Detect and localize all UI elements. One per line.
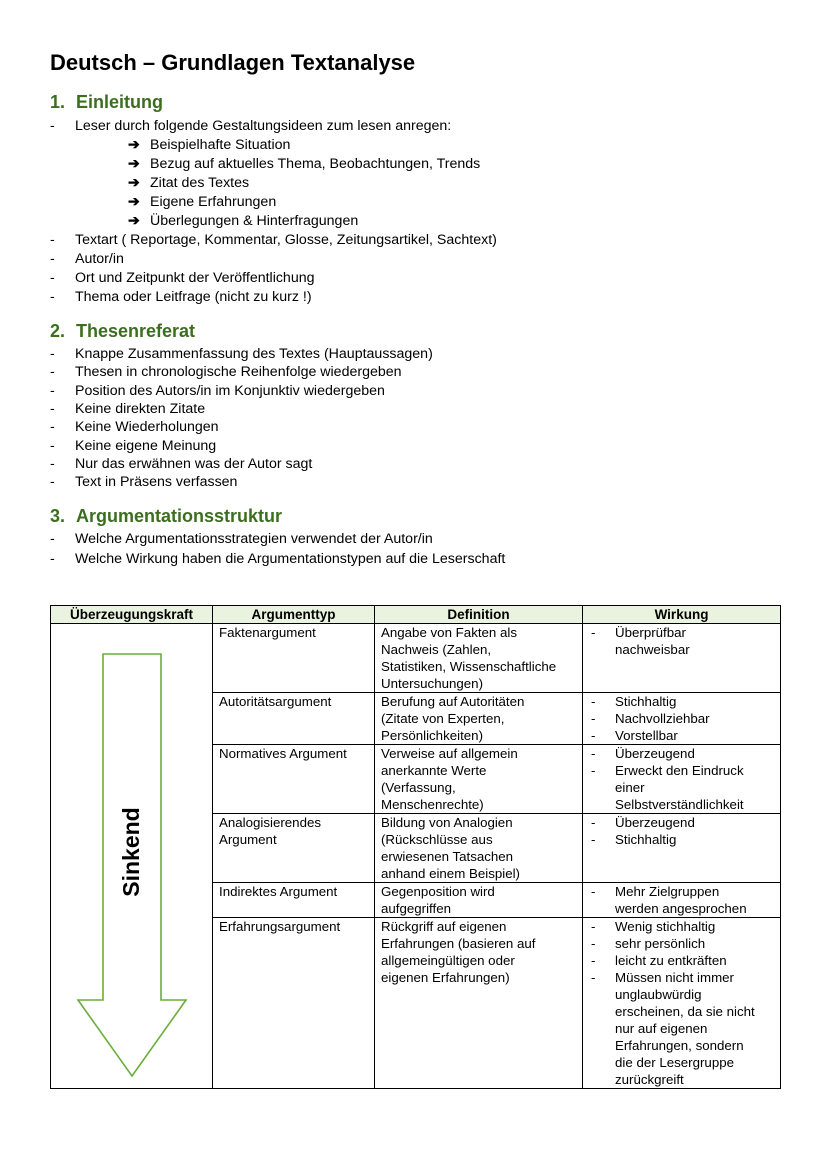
bullet-dash: - [50,232,55,248]
bullet-dash: - [50,400,55,417]
effect-line: unglaubwürdig [615,987,702,1002]
bullet-dash: - [50,551,55,567]
effect-line: leicht zu entkräften [615,953,727,968]
bullet-dash: - [591,815,596,830]
effect-cell [583,883,781,918]
argument-type-cell [213,814,375,883]
definition-line: Statistiken, Wissenschaftliche [381,659,557,674]
type-line: Normatives Argument [219,746,347,761]
effect-line: die der Lesergruppe [615,1055,735,1070]
effect-line: Erweckt den Eindruck [615,763,744,778]
effect-line: zurückgreift [615,1072,684,1087]
sub-list-item [128,194,276,211]
table-header-row [51,606,781,624]
effect-line: sehr persönlich [615,936,706,951]
bullet-dash: - [50,531,55,547]
bullet-dash: - [591,763,596,778]
section-number: 1. [50,92,66,112]
page-title: Deutsch – Grundlagen Textanalyse [50,50,416,75]
bullet-text: Position des Autors/in im Konjunktiv wiedergeben [75,382,385,399]
effect-item [589,969,774,1088]
definition-line: anhand einem Beispiel) [381,866,520,881]
bullet-text: Ort und Zeitpunkt der Veröffentlichung [75,270,315,286]
effect-item [589,883,774,917]
effect-line: erscheinen, da sie nicht [615,1004,755,1019]
bullet-dash: - [591,728,596,743]
bullet-text: Thema oder Leitfrage (nicht zu kurz !) [75,289,312,305]
definition-cell [375,883,583,918]
effect-line: Mehr Zielgruppen [615,884,720,899]
effect-list [589,624,774,658]
definition-line: Persönlichkeiten) [381,728,483,743]
bullet-dash: - [50,118,55,134]
type-line: Erfahrungsargument [219,919,341,934]
header-wirkung: Wirkung [583,606,781,624]
bullet-dash: - [50,474,55,491]
type-line: Faktenargument [219,625,316,640]
header-argumenttyp: Argumenttyp [213,606,375,624]
effect-line: Wenig stichhaltig [615,919,716,934]
effect-item [589,814,774,831]
sub-item-text: Zitat des Textes [150,175,250,191]
bullet-text: Keine eigene Meinung [75,437,217,454]
bullet-dash: - [591,884,596,899]
definition-cell [375,693,583,745]
bullet-text: Keine direkten Zitate [75,400,206,417]
effect-item [589,710,774,727]
bullet-dash: - [50,270,55,286]
bullet-dash: - [50,382,55,399]
bullet-dash: - [591,694,596,709]
bullet-dash: - [50,437,55,454]
effect-list [589,693,774,744]
definition-line: Verweise auf allgemein [381,746,518,761]
bullet-text: Keine Wiederholungen [75,419,219,436]
effect-cell [583,814,781,883]
effect-item [589,762,774,813]
type-line: Argument [219,832,277,847]
definition-line: allgemeingültigen oder [381,953,515,968]
effect-cell [583,918,781,1089]
effect-line: Erfahrungen, sondern [615,1038,744,1053]
definition-cell [375,745,583,814]
definition-line: Berufung auf Autoritäten [381,694,525,709]
bullet-dash: - [50,419,55,436]
effect-item [589,831,774,848]
bullet-text: Autor/in [75,251,124,267]
sub-list-item [128,156,480,173]
definition-line: erwiesenen Tatsachen [381,849,514,864]
effect-item [589,624,774,658]
effect-item [589,745,774,762]
bullet-dash: - [50,346,55,362]
effect-item [589,918,774,935]
bullet-dash: - [591,832,596,847]
effect-list [589,883,774,917]
bullet-text: Leser durch folgende Gestaltungsideen zum lesen anregen: [75,118,452,134]
section-title: Einleitung [76,92,163,112]
effect-line: Vorstellbar [615,728,678,743]
effect-line: nachweisbar [615,642,690,657]
sub-item-text: Beispielhafte Situation [150,137,291,153]
definition-line: Menschenrechte) [381,797,484,812]
bullet-text: Thesen in chronologische Reihenfolge wiedergeben [75,364,402,381]
effect-line: Stichhaltig [615,694,677,709]
effect-line: Nachvollziehbar [615,711,710,726]
bullet-text: Textart ( Reportage, Kommentar, Glosse, Zeitungsartikel, Sachtext) [75,232,497,248]
argument-type-cell [213,745,375,814]
effect-item [589,693,774,710]
section-title: Argumentationsstruktur [76,506,283,526]
definition-line: Nachweis (Zahlen, [381,642,492,657]
bullet-dash: - [50,289,55,305]
definition-line: Gegenposition wird [381,884,495,899]
section-title: Thesenreferat [76,321,196,341]
definition-cell [375,918,583,1089]
down-arrow-icon [51,624,213,1080]
bullet-dash: - [591,746,596,761]
effect-item [589,952,774,969]
effect-cell [583,624,781,693]
bullet-dash: - [591,919,596,934]
sub-item-text: Überlegungen & Hinterfragungen [150,213,359,229]
arrow-label: Sinkend [118,807,144,897]
effect-list [589,918,774,1088]
table-row [51,624,781,693]
type-line: Analogisierendes [219,815,322,830]
bullet-dash: - [591,625,596,640]
bullet-dash: - [591,970,596,985]
arrow-cell [51,624,213,1089]
effect-line: Überzeugend [615,815,695,830]
section-heading-3 [50,506,282,527]
effect-line: Selbstverständlichkeit [615,797,744,812]
definition-cell [375,814,583,883]
definition-cell [375,624,583,693]
definition-line: Bildung von Analogien [381,815,513,830]
argument-type-cell [213,693,375,745]
section-heading-1 [50,92,163,113]
bullet-text: Nur das erwähnen was der Autor sagt [75,455,313,472]
header-ueberzeugungskraft: Überzeugungskraft [51,606,213,624]
effect-line: werden angesprochen [615,901,747,916]
section-number: 2. [50,321,66,341]
bullet-text: Welche Argumentationsstrategien verwendet der Autor/in [75,531,433,547]
definition-line: (Zitate von Experten, [381,711,505,726]
argument-table [50,605,781,1089]
bullet-dash: - [50,251,55,267]
sub-list-item [128,175,249,192]
type-line: Indirektes Argument [219,884,338,899]
section-number: 3. [50,506,66,526]
effect-cell [583,745,781,814]
bullet-dash: - [50,364,55,381]
effect-line: Überprüfbar [615,625,686,640]
sub-list-item [128,213,358,230]
effect-item [589,727,774,744]
definition-line: eigenen Erfahrungen) [381,970,510,985]
definition-line: (Verfassung, [381,780,456,795]
effect-cell [583,693,781,745]
bullet-dash: - [591,711,596,726]
argument-type-cell [213,918,375,1089]
arrow-right-icon: ➔ [128,213,140,229]
argument-type-cell [213,624,375,693]
definition-line: Rückgriff auf eigenen [381,919,507,934]
bullet-text: Welche Wirkung haben die Argumentationstypen auf die Leserschaft [75,551,506,567]
effect-line: Überzeugend [615,746,695,761]
section-heading-2 [50,321,195,342]
header-definition: Definition [375,606,583,624]
sub-item-text: Eigene Erfahrungen [150,194,277,210]
bullet-dash: - [591,953,596,968]
bullet-text: Text in Präsens verfassen [75,474,238,491]
bullet-text: Knappe Zusammenfassung des Textes (Hauptaussagen) [75,346,433,362]
definition-line: Erfahrungen (basieren auf [381,936,536,951]
definition-line: Angabe von Fakten als [381,625,518,640]
definition-line: (Rückschlüsse aus [381,832,493,847]
argument-type-cell [213,883,375,918]
effect-line: Stichhaltig [615,832,677,847]
arrow-right-icon: ➔ [128,194,140,210]
sub-list-item [128,137,290,154]
arrow-right-icon: ➔ [128,137,140,153]
effect-line: Müssen nicht immer [615,970,734,985]
arrow-right-icon: ➔ [128,175,140,191]
definition-line: Untersuchungen) [381,676,484,691]
type-line: Autoritätsargument [219,694,332,709]
effect-line: einer [615,780,645,795]
effect-line: nur auf eigenen [615,1021,708,1036]
arrow-right-icon: ➔ [128,156,140,172]
definition-line: anerkannte Werte [381,763,487,778]
bullet-dash: - [591,936,596,951]
definition-line: aufgegriffen [381,901,451,916]
sub-item-text: Bezug auf aktuelles Thema, Beobachtungen, Trends [150,156,481,172]
bullet-dash: - [50,455,55,472]
effect-list [589,814,774,848]
effect-item [589,935,774,952]
effect-list [589,745,774,813]
